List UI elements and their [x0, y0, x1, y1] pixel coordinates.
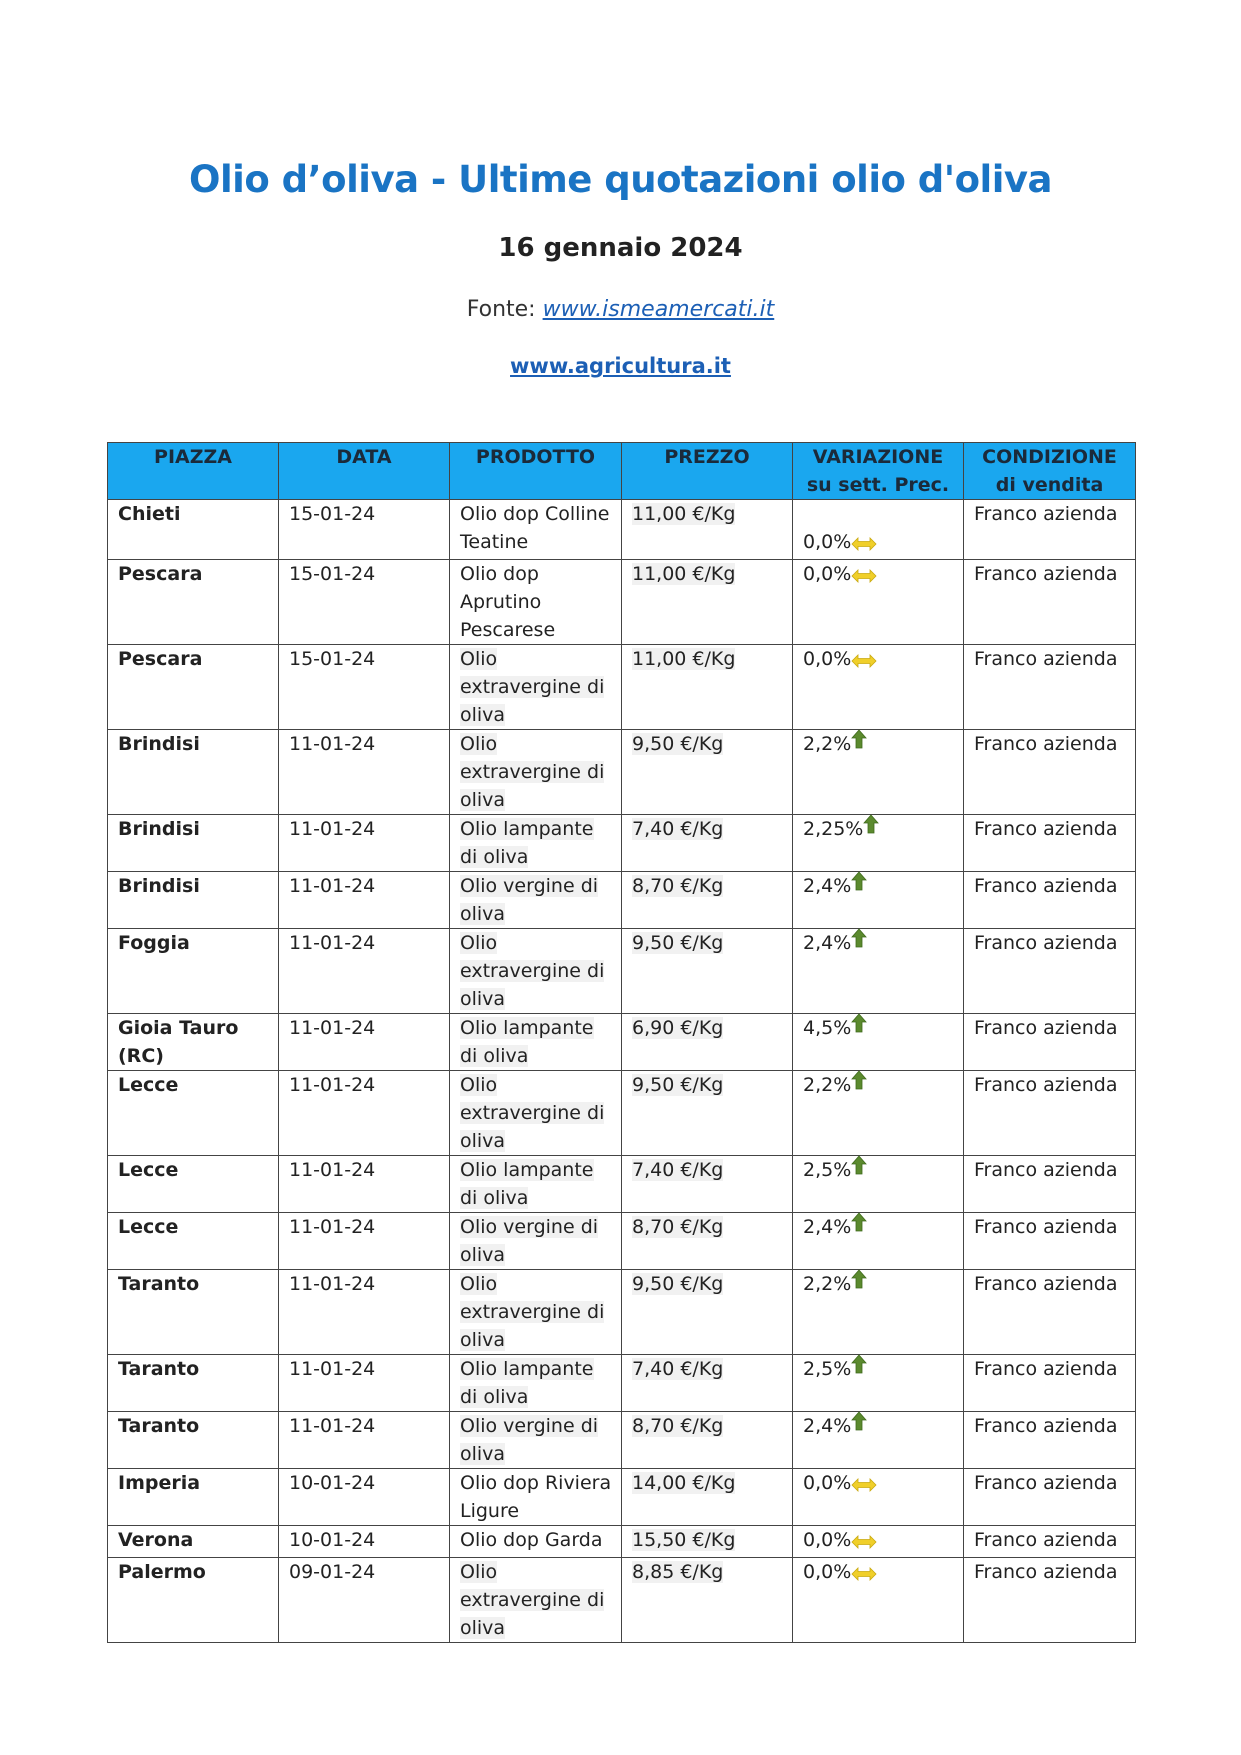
cell-data: 11-01-24 [279, 1213, 450, 1270]
cell-data: 15-01-24 [279, 500, 450, 560]
cell-piazza: Pescara [108, 560, 279, 645]
cell-prodotto [450, 645, 622, 730]
cell-data: 09-01-24 [279, 1558, 450, 1643]
table-header-row [108, 443, 1136, 500]
cell-condizione: Franco azienda [964, 1014, 1136, 1071]
source-line [0, 297, 1241, 322]
cell-variazione [793, 1412, 964, 1469]
cell-prodotto [450, 1213, 622, 1270]
cell-prodotto-text: Olio lampante di oliva [460, 1017, 594, 1067]
arrow-up-icon [851, 1013, 867, 1041]
arrow-left-right-icon [851, 531, 877, 559]
cell-prodotto [450, 1071, 622, 1156]
table-row [108, 1558, 1136, 1643]
cell-prodotto [450, 872, 622, 929]
source-link[interactable]: www.ismeamercati.it [542, 297, 775, 322]
cell-prezzo-text: 11,00 €/Kg [632, 503, 736, 525]
cell-prezzo-text: 7,40 €/Kg [632, 1358, 724, 1380]
cell-piazza: Pescara [108, 645, 279, 730]
arrow-up-icon [851, 871, 867, 899]
cell-condizione: Franco azienda [964, 872, 1136, 929]
arrow-left-right-icon [851, 648, 877, 676]
arrow-up-icon [851, 928, 867, 956]
cell-condizione: Franco azienda [964, 1355, 1136, 1412]
cell-variazione [793, 1156, 964, 1213]
cell-variazione-text: 2,4% [803, 1415, 852, 1437]
cell-condizione: Franco azienda [964, 1213, 1136, 1270]
header-variazione-line2: su sett. Prec. [806, 474, 950, 496]
cell-prodotto-text: Olio lampante di oliva [460, 1159, 594, 1209]
cell-piazza: Lecce [108, 1156, 279, 1213]
cell-prodotto [450, 1558, 622, 1643]
table-body [108, 500, 1136, 1643]
cell-variazione-text: 2,2% [803, 733, 852, 755]
cell-condizione: Franco azienda [964, 1270, 1136, 1355]
cell-prezzo [622, 1469, 793, 1526]
cell-variazione-text: 0,0% [803, 563, 852, 585]
cell-piazza: Lecce [108, 1213, 279, 1270]
header-piazza: PIAZZA [108, 443, 279, 500]
site-line [0, 354, 1241, 378]
table-row [108, 1270, 1136, 1355]
cell-condizione: Franco azienda [964, 929, 1136, 1014]
arrow-up-icon [851, 1070, 867, 1098]
cell-prodotto [450, 815, 622, 872]
cell-variazione-text: 0,0% [803, 648, 852, 670]
cell-variazione-text: 2,2% [803, 1074, 852, 1096]
table-row [108, 1213, 1136, 1270]
cell-variazione [793, 1355, 964, 1412]
cell-prezzo [622, 815, 793, 872]
table-row [108, 929, 1136, 1014]
cell-condizione: Franco azienda [964, 1558, 1136, 1643]
cell-piazza: Taranto [108, 1270, 279, 1355]
cell-condizione: Franco azienda [964, 1412, 1136, 1469]
cell-piazza: Gioia Tauro (RC) [108, 1014, 279, 1071]
cell-prezzo [622, 1412, 793, 1469]
cell-prodotto [450, 1156, 622, 1213]
cell-prezzo [622, 1355, 793, 1412]
cell-prezzo-text: 9,50 €/Kg [632, 733, 724, 755]
cell-prodotto-text: Olio extravergine di oliva [460, 932, 605, 1010]
cell-prodotto-text: Olio extravergine di oliva [460, 733, 605, 811]
table-row [108, 872, 1136, 929]
table-row [108, 1071, 1136, 1156]
cell-prezzo [622, 1526, 793, 1558]
cell-data: 15-01-24 [279, 645, 450, 730]
cell-prezzo-text: 14,00 €/Kg [632, 1472, 736, 1494]
cell-prezzo-text: 8,70 €/Kg [632, 1415, 724, 1437]
cell-condizione: Franco azienda [964, 500, 1136, 560]
source-label: Fonte: [466, 297, 543, 322]
cell-variazione [793, 815, 964, 872]
cell-prezzo [622, 1014, 793, 1071]
cell-piazza: Imperia [108, 1469, 279, 1526]
cell-variazione [793, 1270, 964, 1355]
cell-prodotto [450, 560, 622, 645]
cell-prodotto-text: Olio extravergine di oliva [460, 1273, 605, 1351]
cell-prezzo-text: 8,70 €/Kg [632, 1216, 724, 1238]
cell-data: 11-01-24 [279, 815, 450, 872]
arrow-up-icon [851, 1212, 867, 1240]
cell-variazione [793, 1526, 964, 1558]
cell-prezzo-text: 7,40 €/Kg [632, 818, 724, 840]
cell-prodotto-text: Olio dop Garda [460, 1529, 603, 1551]
cell-data: 11-01-24 [279, 1014, 450, 1071]
price-table [107, 442, 1136, 1643]
table-row [108, 500, 1136, 560]
cell-piazza: Brindisi [108, 730, 279, 815]
cell-prodotto [450, 1270, 622, 1355]
cell-prodotto-text: Olio vergine di oliva [460, 1415, 599, 1465]
cell-prezzo-text: 11,00 €/Kg [632, 648, 736, 670]
cell-prodotto [450, 1014, 622, 1071]
cell-prezzo [622, 1213, 793, 1270]
site-link[interactable]: www.agricultura.it [510, 354, 731, 378]
table-row [108, 1014, 1136, 1071]
cell-variazione-text: 2,4% [803, 932, 852, 954]
cell-prezzo-text: 9,50 €/Kg [632, 1273, 724, 1295]
cell-prodotto-text: Olio extravergine di oliva [460, 1074, 605, 1152]
header-variazione-line1: VARIAZIONE [812, 446, 944, 468]
cell-piazza: Chieti [108, 500, 279, 560]
cell-variazione-text: 2,25% [803, 818, 864, 840]
cell-piazza: Taranto [108, 1412, 279, 1469]
cell-prezzo [622, 1071, 793, 1156]
cell-variazione [793, 1558, 964, 1643]
cell-prodotto [450, 500, 622, 560]
cell-variazione [793, 1014, 964, 1071]
header-condizione-line1: CONDIZIONE [982, 446, 1117, 468]
cell-prezzo-text: 9,50 €/Kg [632, 932, 724, 954]
header-data: DATA [279, 443, 450, 500]
header-condizione [964, 443, 1136, 500]
cell-data: 11-01-24 [279, 730, 450, 815]
cell-prezzo [622, 560, 793, 645]
cell-variazione-text: 2,4% [803, 1216, 852, 1238]
cell-prodotto-text: Olio extravergine di oliva [460, 1561, 605, 1639]
cell-data: 11-01-24 [279, 1071, 450, 1156]
cell-variazione-text: 4,5% [803, 1017, 852, 1039]
cell-variazione [793, 929, 964, 1014]
cell-prezzo [622, 929, 793, 1014]
cell-prodotto-text: Olio dop Riviera Ligure [460, 1472, 612, 1522]
cell-piazza: Taranto [108, 1355, 279, 1412]
cell-variazione-text: 0,0% [803, 531, 852, 553]
cell-condizione: Franco azienda [964, 1156, 1136, 1213]
cell-prodotto [450, 1355, 622, 1412]
cell-variazione [793, 500, 964, 560]
cell-prezzo-text: 15,50 €/Kg [632, 1529, 736, 1551]
cell-prezzo [622, 1156, 793, 1213]
cell-prodotto [450, 730, 622, 815]
cell-prodotto [450, 929, 622, 1014]
table-row [108, 645, 1136, 730]
header-variazione [793, 443, 964, 500]
cell-variazione-text: 2,2% [803, 1273, 852, 1295]
cell-variazione-text: 0,0% [803, 1529, 852, 1551]
arrow-left-right-icon [851, 1561, 877, 1589]
cell-condizione: Franco azienda [964, 1526, 1136, 1558]
table-row [108, 1412, 1136, 1469]
cell-data: 15-01-24 [279, 560, 450, 645]
cell-data: 10-01-24 [279, 1526, 450, 1558]
cell-variazione [793, 560, 964, 645]
cell-piazza: Verona [108, 1526, 279, 1558]
table-row [108, 1156, 1136, 1213]
cell-prodotto [450, 1469, 622, 1526]
cell-prezzo-text: 9,50 €/Kg [632, 1074, 724, 1096]
table-row [108, 1526, 1136, 1558]
cell-condizione: Franco azienda [964, 730, 1136, 815]
table-row [108, 815, 1136, 872]
cell-variazione-text: 2,4% [803, 875, 852, 897]
cell-condizione: Franco azienda [964, 560, 1136, 645]
cell-variazione [793, 1071, 964, 1156]
table-row [108, 1469, 1136, 1526]
cell-variazione [793, 1469, 964, 1526]
cell-prezzo-text: 6,90 €/Kg [632, 1017, 724, 1039]
cell-piazza: Brindisi [108, 872, 279, 929]
arrow-left-right-icon [851, 1529, 877, 1557]
cell-condizione: Franco azienda [964, 1469, 1136, 1526]
cell-piazza: Brindisi [108, 815, 279, 872]
cell-data: 10-01-24 [279, 1469, 450, 1526]
cell-prodotto-text: Olio lampante di oliva [460, 1358, 594, 1408]
cell-prodotto-text: Olio lampante di oliva [460, 818, 594, 868]
arrow-up-icon [851, 729, 867, 757]
table-row [108, 730, 1136, 815]
cell-prezzo [622, 1270, 793, 1355]
cell-variazione [793, 872, 964, 929]
cell-piazza: Palermo [108, 1558, 279, 1643]
cell-variazione-text: 2,5% [803, 1159, 852, 1181]
cell-variazione-text: 0,0% [803, 1472, 852, 1494]
arrow-up-icon [851, 1269, 867, 1297]
cell-data: 11-01-24 [279, 929, 450, 1014]
cell-data: 11-01-24 [279, 1156, 450, 1213]
cell-variazione-text: 2,5% [803, 1358, 852, 1380]
cell-prezzo-text: 11,00 €/Kg [632, 563, 736, 585]
cell-data: 11-01-24 [279, 1270, 450, 1355]
arrow-up-icon [851, 1411, 867, 1439]
cell-condizione: Franco azienda [964, 645, 1136, 730]
cell-variazione [793, 645, 964, 730]
cell-prodotto-text: Olio dop Aprutino Pescarese [460, 563, 556, 641]
cell-condizione: Franco azienda [964, 815, 1136, 872]
cell-variazione-text: 0,0% [803, 1561, 852, 1583]
header-condizione-line2: di vendita [995, 474, 1104, 496]
table-row [108, 1355, 1136, 1412]
table-row [108, 560, 1136, 645]
cell-condizione: Franco azienda [964, 1071, 1136, 1156]
arrow-up-icon [863, 814, 879, 842]
cell-data: 11-01-24 [279, 1412, 450, 1469]
cell-prodotto-text: Olio vergine di oliva [460, 875, 599, 925]
cell-data: 11-01-24 [279, 872, 450, 929]
arrow-up-icon [851, 1155, 867, 1183]
cell-prezzo [622, 645, 793, 730]
cell-prodotto [450, 1412, 622, 1469]
cell-prezzo [622, 500, 793, 560]
arrow-up-icon [851, 1354, 867, 1382]
header-prodotto: PRODOTTO [450, 443, 622, 500]
cell-piazza: Lecce [108, 1071, 279, 1156]
cell-prodotto-text: Olio extravergine di oliva [460, 648, 605, 726]
report-date: 16 gennaio 2024 [498, 233, 743, 263]
cell-prezzo-text: 8,85 €/Kg [632, 1561, 724, 1583]
cell-prodotto-text: Olio dop Colline Teatine [460, 503, 610, 553]
header-prezzo: PREZZO [622, 443, 793, 500]
cell-prezzo [622, 1558, 793, 1643]
cell-variazione [793, 730, 964, 815]
page-title: Olio d’oliva - Ultime quotazioni olio d'oliva [189, 158, 1052, 201]
cell-prodotto [450, 1526, 622, 1558]
cell-piazza: Foggia [108, 929, 279, 1014]
cell-variazione [793, 1213, 964, 1270]
cell-prezzo [622, 730, 793, 815]
cell-prodotto-text: Olio vergine di oliva [460, 1216, 599, 1266]
cell-prezzo-text: 8,70 €/Kg [632, 875, 724, 897]
cell-prezzo-text: 7,40 €/Kg [632, 1159, 724, 1181]
cell-data: 11-01-24 [279, 1355, 450, 1412]
arrow-left-right-icon [851, 1472, 877, 1500]
cell-prezzo [622, 872, 793, 929]
arrow-left-right-icon [851, 563, 877, 591]
